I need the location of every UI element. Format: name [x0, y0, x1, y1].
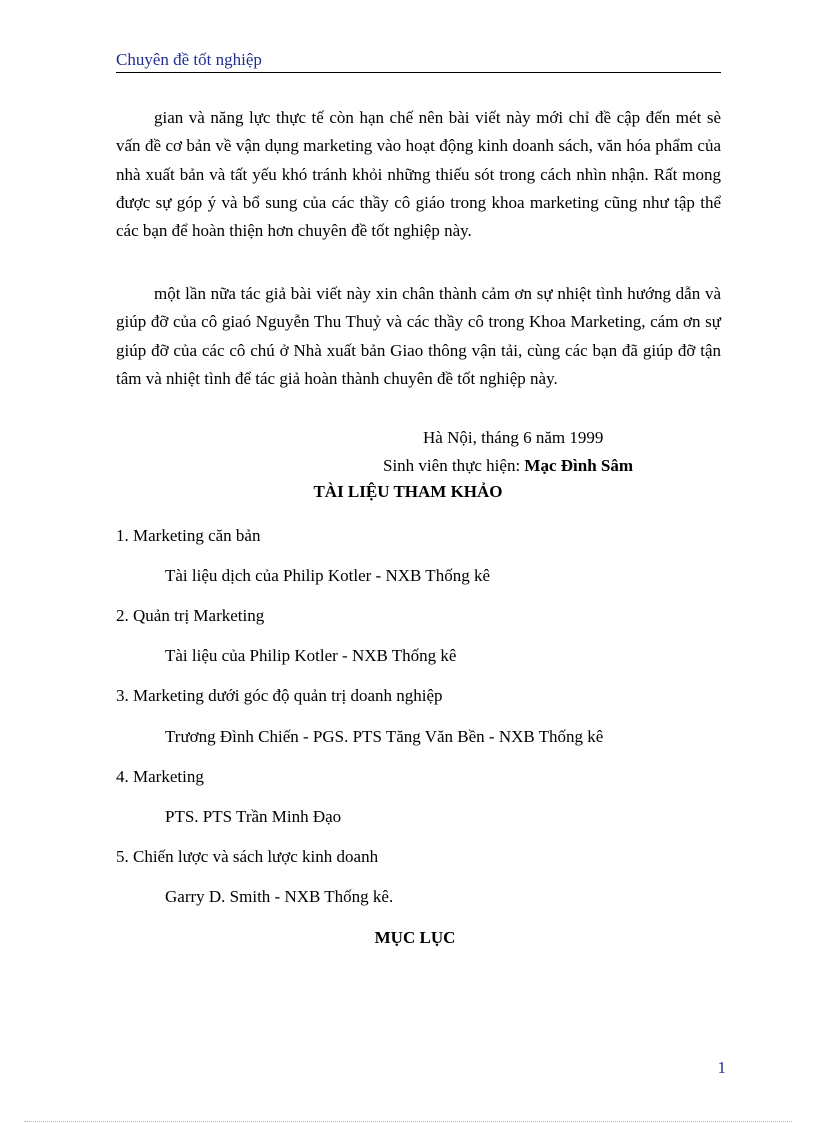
- paragraph-2: [116, 280, 721, 393]
- reference-2-title: 2. Quản trị Marketing: [116, 606, 265, 625]
- reference-2-source: Tài liệu của Philip Kotler - NXB Thống kê: [165, 646, 457, 665]
- footer-rule: [24, 1121, 792, 1122]
- reference-4-source: PTS. PTS Trần Minh Đạo: [165, 807, 342, 826]
- signoff-author-label: Sinh viên thực hiện:: [383, 456, 525, 475]
- reference-5-source: Garry D. Smith - NXB Thống kê.: [165, 887, 394, 906]
- reference-5-title: 5. Chiến lược và sách lược kinh doanh: [116, 847, 379, 866]
- reference-3-title: 3. Marketing dưới góc độ quản trị doanh nghiệp: [116, 686, 443, 705]
- signoff-author-name: Mạc Đình Sâm: [524, 456, 634, 475]
- header-title: Chuyên đề tốt nghiệp: [116, 50, 262, 69]
- page-header: [116, 48, 721, 73]
- toc-title: MỤC LỤC: [374, 928, 456, 947]
- reference-1-title: 1. Marketing căn bản: [116, 526, 261, 545]
- reference-1-source: Tài liệu dịch của Philip Kotler - NXB Thống kê: [165, 566, 490, 585]
- paragraph-1: [116, 104, 721, 245]
- paragraph-1-text: gian và năng lực thực tế còn hạn chế nên bài viết này mới chỉ đề cập đến mét sè vấn đề cơ bản về vận dụng marketing vào hoạt động kinh doanh sách, văn hóa phẩm của nhà xuất bản và tất yếu khó tránh khỏi những thiếu sót trong cách nhìn nhận. Rất mong được sự góp ý và bổ sung của các thầy cô giáo trong khoa marketing cũng như tập thể các bạn để hoàn thiện hơn chuyên đề tốt nghiệp này.: [116, 108, 721, 241]
- reference-3-source: Trương Đình Chiến - PGS. PTS Tăng Văn Bền - NXB Thống kê: [165, 727, 604, 746]
- signoff-author: [383, 456, 633, 476]
- reference-4-title: 4. Marketing: [116, 767, 204, 786]
- page-number: 1: [717, 1058, 726, 1077]
- paragraph-2-text: một lần nữa tác giả bài viết này xin chân thành cảm ơn sự nhiệt tình hướng dẫn và giúp đỡ của cô giaó Nguyễn Thu Thuỷ và các thầy cô trong Khoa Marketing, cám ơn sự giúp đỡ của các cô chú ở Nhà xuất bản Giao thông vận tải, cùng các bạn đã giúp đỡ tận tâm và nhiệt tình để tác giả hoàn thành chuyên đề tốt nghiệp này.: [116, 284, 721, 388]
- references-title: TÀI LIỆU THAM KHẢO: [313, 482, 503, 501]
- signoff-date: Hà Nội, tháng 6 năm 1999: [423, 428, 604, 447]
